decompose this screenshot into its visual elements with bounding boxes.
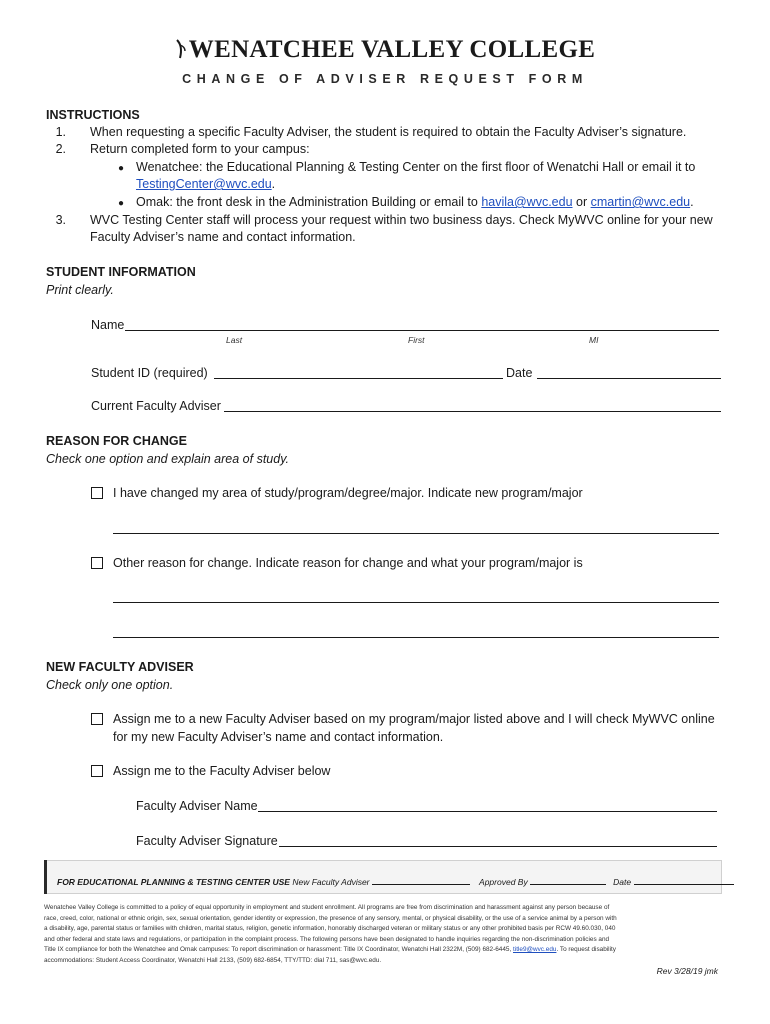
name-field[interactable] [125,330,719,331]
other-reason-field-2[interactable] [113,637,719,638]
office-approved-by-field[interactable] [530,876,606,885]
current-adviser-label: Current Faculty Adviser [91,399,221,413]
statement-line: Wenatchee Valley College is committed to a policy of equal opportunity in employment and student enrollment. All programs are free from discrimination and harassment against any person because of [44,904,610,911]
assign-by-program-checkbox[interactable] [91,713,103,725]
changed-study-checkbox[interactable] [91,487,103,499]
step-text: Return completed form to your campus: [90,142,310,156]
or-text: or [572,195,591,209]
statement-line: and other federal and state laws and regulations, or participation in the complaint process. The following persons have been designated to handle inquiries regarding the non-discrimination policies and [44,935,610,943]
date-field[interactable] [537,378,721,379]
revision-note: Rev 3/28/19 jmk [656,966,718,976]
statement-line [44,945,728,956]
bullet-text: Wenatchee: the Educational Planning & Testing Center on the first floor of Wenatchi Hall or email it to [136,160,696,174]
office-new-adviser-label: New Faculty Adviser [292,877,370,887]
adviser-signature-label: Faculty Adviser Signature [136,834,278,848]
date-label: Date [506,366,533,380]
punctuation: . [271,177,276,191]
adviser-signature-field[interactable] [279,846,717,847]
first-name-label: First [408,335,425,345]
new-adviser-note: Check only one option. [46,678,174,692]
student-id-label: Student ID (required) [91,366,208,380]
new-adviser-heading: NEW FACULTY ADVISER [46,660,194,674]
college-logo-title [0,36,770,64]
assign-by-program-label-line-2: for my new Faculty Adviser’s name and contact information. [113,730,444,744]
title9-email-link[interactable]: title9@wvc.edu [513,946,557,953]
assign-specific-adviser-label: Assign me to the Faculty Adviser below [113,764,331,778]
new-program-field[interactable] [113,533,719,534]
testing-center-email-link[interactable]: TestingCenter@wvc.edu [136,177,272,191]
step-text: When requesting a specific Faculty Adviser, the student is required to obtain the Faculty Adviser’s signature. [90,125,687,139]
current-adviser-field[interactable] [224,411,721,412]
assign-by-program-label-line-1: Assign me to a new Faculty Adviser based on my program/major listed above and I will check MyWVC online [113,712,715,726]
cmartin-email-link[interactable]: cmartin@wvc.edu [590,195,691,209]
nondiscrimination-statement [44,903,728,966]
adviser-name-label: Faculty Adviser Name [136,799,258,813]
office-use-label: FOR EDUCATIONAL PLANNING & TESTING CENTER USE [57,877,290,887]
instructions-heading: INSTRUCTIONS [46,108,140,122]
step-number: 1. [55,125,66,139]
college-name: WENATCHEE VALLEY COLLEGE [188,36,596,63]
office-new-adviser-field[interactable] [372,876,470,885]
statement-text: . To request disability [556,946,616,953]
step-text-line-2: Faculty Adviser’s name and contact information. [90,230,356,244]
changed-study-label: I have changed my area of study/program/degree/major. Indicate new program/major [113,486,583,500]
office-use-text [57,876,734,887]
bullet-icon: ● [118,198,125,209]
reason-heading: REASON FOR CHANGE [46,434,187,448]
student-info-heading: STUDENT INFORMATION [46,265,196,279]
step-number: 2. [55,142,66,156]
student-id-field[interactable] [214,378,503,379]
wheat-leaf-icon [175,39,187,59]
student-info-note: Print clearly. [46,283,114,297]
statement-line: a disability, age, parental status or families with children, marital status, religion, genetic information, honorably discharged veteran or military status or any other prohibited basis per RCW 49.60.030, 040 [44,925,616,932]
assign-specific-adviser-checkbox[interactable] [91,765,103,777]
bullet-icon: ● [118,163,125,174]
middle-initial-label: MI [589,335,599,345]
office-use-border [44,860,47,894]
other-reason-checkbox[interactable] [91,557,103,569]
statement-text: Title IX compliance for both the Wenatchee and Omak campuses: To report discrimination or harassment: Title IX Coordinator, Wenatchi Hall 2322M, (509) 682-6445, [44,946,513,953]
bullet-text: Omak: the front desk in the Administration Building or email to [136,195,482,209]
last-name-label: Last [226,335,243,345]
office-approved-by-label: Approved By [479,877,528,887]
form-title: CHANGE OF ADVISER REQUEST FORM [182,72,588,86]
step-number: 3. [55,213,66,227]
name-label: Name [91,318,125,332]
adviser-name-field[interactable] [258,811,717,812]
havila-email-link[interactable]: havila@wvc.edu [481,195,573,209]
statement-line: accommodations: Student Access Coordinator, Wenatchi Hall 2133, (509) 682-6854, TTY/TTD: dial 711, sas@wvc.edu. [44,956,382,964]
office-date-label: Date [613,877,632,887]
punctuation: . [690,195,694,209]
statement-line: race, creed, color, national or ethnic origin, sex, sexual orientation, gender identity or expression, the presence of any sensory, mental, or physical disability, or the use of a service animal by a person with [44,914,617,922]
reason-note: Check one option and explain area of study. [46,452,289,466]
other-reason-label: Other reason for change. Indicate reason for change and what your program/major is [113,556,583,570]
office-date-field[interactable] [634,876,734,885]
other-reason-field-1[interactable] [113,602,719,603]
step-text-line-1: WVC Testing Center staff will process your request within two business days. Check MyWVC online for your new [90,213,713,227]
